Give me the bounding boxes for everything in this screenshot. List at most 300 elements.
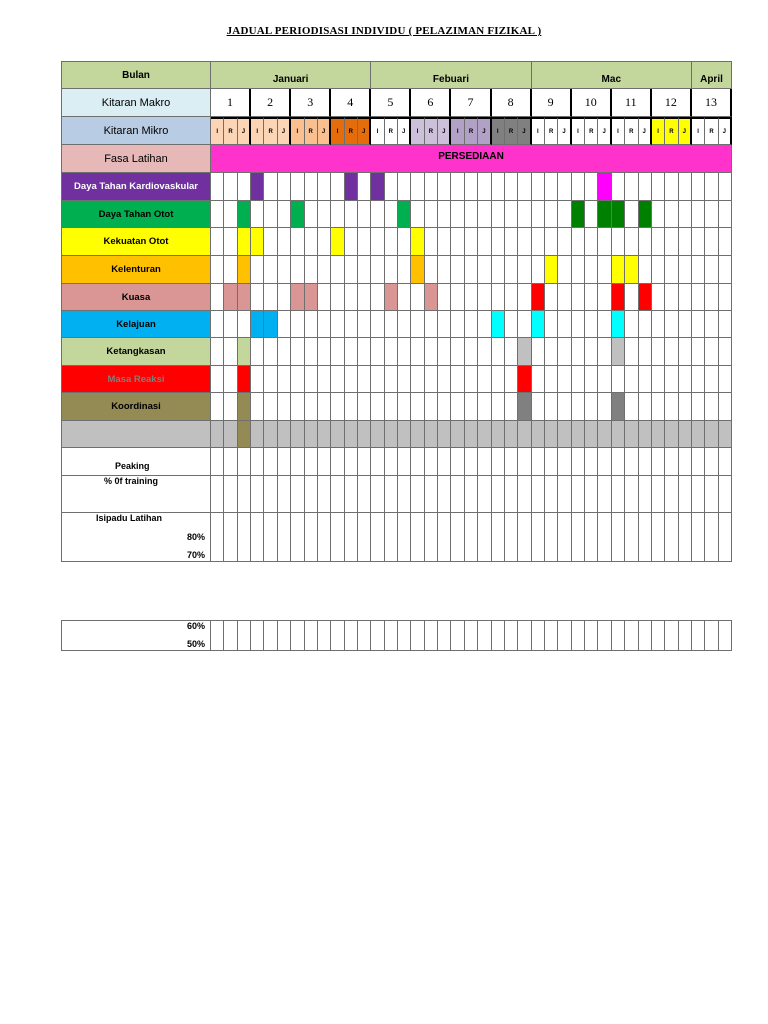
grid-cell xyxy=(612,256,625,284)
grid-cell xyxy=(371,173,384,201)
grid-cell xyxy=(411,366,424,393)
grid-cell xyxy=(719,228,732,256)
macro-cycle-cell xyxy=(411,89,451,117)
grid-cell xyxy=(318,256,331,284)
lower-grid-cell xyxy=(465,476,478,513)
small-table-cell xyxy=(264,620,277,651)
grid-cell xyxy=(665,173,678,201)
micro-cycle-cell xyxy=(492,117,505,145)
grid-cell xyxy=(291,228,304,256)
cell-text: R xyxy=(468,128,474,135)
grid-cell xyxy=(331,284,344,311)
grid-cell xyxy=(211,366,224,393)
small-table-cell xyxy=(411,620,424,651)
grid-cell xyxy=(291,173,304,201)
lower-grid-cell xyxy=(224,448,237,476)
grid-cell xyxy=(438,256,451,284)
grid-cell xyxy=(639,173,652,201)
cell-text: R xyxy=(348,128,353,135)
lower-grid-cell xyxy=(518,513,531,562)
month-header xyxy=(371,61,531,89)
lower-grid-cell xyxy=(652,513,665,562)
lower-grid-cell xyxy=(291,448,304,476)
grid-cell xyxy=(705,311,718,338)
grid-cell xyxy=(238,338,251,366)
grid-cell xyxy=(465,311,478,338)
grid-cell xyxy=(358,366,371,393)
cell-text: I xyxy=(456,128,459,135)
lower-grid-cell xyxy=(532,448,545,476)
grid-cell xyxy=(425,338,438,366)
macro-cycle-cell xyxy=(251,89,291,117)
grid-cell xyxy=(505,201,518,228)
lower-grid-cell xyxy=(478,476,491,513)
grid-cell xyxy=(371,228,384,256)
grid-cell xyxy=(705,256,718,284)
lower-grid-cell xyxy=(318,513,331,562)
grid-cell xyxy=(264,338,277,366)
grid-cell xyxy=(478,393,491,421)
lower-grid-cell xyxy=(305,513,318,562)
grid-cell xyxy=(211,284,224,311)
grid-cell xyxy=(719,393,732,421)
grid-cell xyxy=(652,338,665,366)
grid-cell xyxy=(492,338,505,366)
separator-cell xyxy=(532,421,545,448)
lower-grid-cell xyxy=(251,476,264,513)
small-table-cell xyxy=(398,620,411,651)
grid-cell xyxy=(251,366,264,393)
lower-grid-cell xyxy=(385,476,398,513)
cell-text: J xyxy=(321,128,326,135)
lower-grid-cell xyxy=(238,448,251,476)
grid-cell xyxy=(572,338,585,366)
grid-cell xyxy=(331,228,344,256)
lower-grid-cell xyxy=(251,513,264,562)
grid-cell xyxy=(291,366,304,393)
page-title: JADUAL PERIODISASI INDIVIDU ( PELAZIMAN FIZIKAL ) xyxy=(226,25,542,37)
separator-cell xyxy=(358,421,371,448)
micro-cycle-cell xyxy=(278,117,291,145)
small-table-cell xyxy=(612,620,625,651)
cell-text: I xyxy=(336,128,339,135)
separator-cell xyxy=(639,421,652,448)
grid-cell xyxy=(278,173,291,201)
grid-cell xyxy=(492,228,505,256)
grid-cell xyxy=(291,256,304,284)
grid-cell xyxy=(652,366,665,393)
grid-cell xyxy=(385,393,398,421)
phase-band xyxy=(211,145,732,173)
separator-cell xyxy=(291,421,304,448)
grid-cell xyxy=(665,311,678,338)
cell-text: Mac xyxy=(601,74,621,85)
small-table-cell xyxy=(585,620,598,651)
component-label xyxy=(61,201,211,228)
grid-cell xyxy=(291,201,304,228)
grid-cell xyxy=(264,173,277,201)
grid-cell xyxy=(598,393,611,421)
grid-cell xyxy=(478,228,491,256)
grid-cell xyxy=(572,366,585,393)
grid-cell xyxy=(385,228,398,256)
grid-cell xyxy=(492,311,505,338)
micro-cycle-cell xyxy=(572,117,585,145)
small-table-cell xyxy=(518,620,531,651)
micro-cycle-cell xyxy=(505,117,518,145)
micro-cycle-cell xyxy=(558,117,571,145)
grid-cell xyxy=(318,228,331,256)
small-table-cell xyxy=(665,620,678,651)
separator-cell xyxy=(572,421,585,448)
grid-cell xyxy=(558,201,571,228)
cell-text: Daya Tahan Otot xyxy=(98,208,174,220)
grid-cell xyxy=(505,311,518,338)
lower-grid-cell xyxy=(371,513,384,562)
grid-cell xyxy=(358,173,371,201)
grid-cell xyxy=(345,201,358,228)
grid-cell xyxy=(465,338,478,366)
separator-cell xyxy=(518,421,531,448)
lower-grid-cell xyxy=(492,513,505,562)
month-header xyxy=(692,61,732,89)
row-label-fasa-latihan xyxy=(61,145,211,173)
micro-cycle-cell xyxy=(518,117,531,145)
separator-label xyxy=(61,421,211,448)
grid-cell xyxy=(385,366,398,393)
grid-cell xyxy=(505,284,518,311)
small-table-cell xyxy=(652,620,665,651)
lower-grid-cell xyxy=(385,448,398,476)
cell-text: Bulan xyxy=(122,69,150,81)
small-table-cell xyxy=(692,620,705,651)
row-label-kitaran-mikro xyxy=(61,117,211,145)
macro-cycle-cell xyxy=(492,89,532,117)
grid-cell xyxy=(625,338,638,366)
cell-text: R xyxy=(589,128,594,135)
micro-cycle-cell xyxy=(585,117,598,145)
macro-cycle-cell xyxy=(532,89,572,117)
grid-cell xyxy=(639,284,652,311)
grid-cell xyxy=(238,366,251,393)
grid-cell xyxy=(612,366,625,393)
lower-grid-cell xyxy=(331,513,344,562)
grid-cell xyxy=(719,256,732,284)
separator-cell xyxy=(278,421,291,448)
grid-cell xyxy=(572,173,585,201)
grid-cell xyxy=(532,338,545,366)
cell-text: I xyxy=(416,128,419,135)
grid-cell xyxy=(505,173,518,201)
lower-grid-cell xyxy=(425,476,438,513)
lower-grid-cell xyxy=(411,448,424,476)
lower-grid-cell xyxy=(598,476,611,513)
component-label xyxy=(61,338,211,366)
grid-cell xyxy=(545,173,558,201)
grid-cell xyxy=(398,338,411,366)
cell-text: R xyxy=(228,128,233,135)
cell-text: 9 xyxy=(547,95,554,109)
grid-cell xyxy=(652,201,665,228)
separator-cell xyxy=(719,421,732,448)
grid-cell xyxy=(652,284,665,311)
grid-cell xyxy=(251,338,264,366)
grid-cell xyxy=(598,366,611,393)
grid-cell xyxy=(679,366,692,393)
grid-cell xyxy=(558,256,571,284)
lower-grid-cell xyxy=(558,476,571,513)
grid-cell xyxy=(305,173,318,201)
grid-cell xyxy=(238,201,251,228)
lower-grid-cell xyxy=(558,448,571,476)
pct-60-label: 60% xyxy=(186,621,205,631)
grid-cell xyxy=(625,284,638,311)
grid-cell xyxy=(238,284,251,311)
grid-cell xyxy=(438,366,451,393)
grid-cell xyxy=(291,393,304,421)
grid-cell xyxy=(224,256,237,284)
grid-cell xyxy=(639,366,652,393)
lower-grid-cell xyxy=(211,476,224,513)
cell-text: April xyxy=(700,74,723,85)
grid-cell xyxy=(425,173,438,201)
separator-cell xyxy=(318,421,331,448)
grid-cell xyxy=(518,366,531,393)
lower-grid-cell xyxy=(425,513,438,562)
grid-cell xyxy=(719,284,732,311)
grid-cell xyxy=(612,173,625,201)
separator-cell xyxy=(305,421,318,448)
grid-cell xyxy=(278,393,291,421)
cell-text: I xyxy=(256,128,259,135)
small-table-cell xyxy=(385,620,398,651)
grid-cell xyxy=(625,393,638,421)
grid-cell xyxy=(331,173,344,201)
grid-cell xyxy=(331,256,344,284)
grid-cell xyxy=(478,284,491,311)
grid-cell xyxy=(692,311,705,338)
separator-cell xyxy=(371,421,384,448)
cell-text: PERSEDIAAN xyxy=(438,151,504,162)
micro-cycle-cell xyxy=(625,117,638,145)
grid-cell xyxy=(305,311,318,338)
cell-text: Fasa Latihan xyxy=(104,152,168,165)
lower-grid-cell xyxy=(478,513,491,562)
grid-cell xyxy=(238,393,251,421)
separator-cell xyxy=(438,421,451,448)
grid-cell xyxy=(572,256,585,284)
micro-cycle-cell xyxy=(612,117,625,145)
grid-cell xyxy=(305,366,318,393)
grid-cell xyxy=(465,256,478,284)
grid-cell xyxy=(665,284,678,311)
grid-cell xyxy=(625,256,638,284)
cell-text: J xyxy=(522,128,526,135)
macro-cycle-cell xyxy=(572,89,612,117)
row-label-kitaran-makro xyxy=(61,89,211,117)
grid-cell xyxy=(211,173,224,201)
grid-cell xyxy=(318,201,331,228)
cell-text: I xyxy=(296,128,299,135)
grid-cell xyxy=(371,366,384,393)
micro-cycle-cell xyxy=(345,117,358,145)
separator-cell xyxy=(612,421,625,448)
grid-cell xyxy=(358,311,371,338)
macro-cycle-cell xyxy=(652,89,692,117)
macro-cycle-cell xyxy=(692,89,732,117)
grid-cell xyxy=(331,393,344,421)
grid-cell xyxy=(692,228,705,256)
micro-cycle-cell xyxy=(291,117,304,145)
lower-grid-cell xyxy=(224,476,237,513)
grid-cell xyxy=(264,393,277,421)
lower-grid-cell xyxy=(451,448,464,476)
grid-cell xyxy=(371,311,384,338)
micro-cycle-cell xyxy=(411,117,424,145)
component-label xyxy=(61,284,211,311)
grid-cell xyxy=(492,393,505,421)
grid-cell xyxy=(278,311,291,338)
small-table-cell xyxy=(371,620,384,651)
cell-text: I xyxy=(657,128,659,135)
separator-cell xyxy=(411,421,424,448)
separator-cell xyxy=(251,421,264,448)
component-label xyxy=(61,256,211,284)
grid-cell xyxy=(451,228,464,256)
micro-cycle-cell xyxy=(679,117,692,145)
grid-cell xyxy=(465,393,478,421)
grid-cell xyxy=(371,201,384,228)
small-table-cell xyxy=(318,620,331,651)
grid-cell xyxy=(358,256,371,284)
grid-cell xyxy=(492,284,505,311)
small-table-cell xyxy=(558,620,571,651)
grid-cell xyxy=(598,311,611,338)
grid-cell xyxy=(705,201,718,228)
macro-cycle-cell xyxy=(291,89,331,117)
lower-grid-cell xyxy=(358,513,371,562)
small-table-cell xyxy=(451,620,464,651)
grid-cell xyxy=(639,338,652,366)
grid-cell xyxy=(558,228,571,256)
separator-cell xyxy=(652,421,665,448)
small-table-cell xyxy=(358,620,371,651)
grid-cell xyxy=(438,311,451,338)
grid-cell xyxy=(612,201,625,228)
lower-grid-cell xyxy=(438,476,451,513)
component-label xyxy=(61,228,211,256)
grid-cell xyxy=(652,393,665,421)
small-table-cell xyxy=(278,620,291,651)
grid-cell xyxy=(478,338,491,366)
grid-cell xyxy=(278,284,291,311)
cell-text: Koordinasi xyxy=(111,401,161,412)
lower-grid-cell xyxy=(238,513,251,562)
lower-grid-cell xyxy=(572,513,585,562)
cell-text: J xyxy=(361,128,366,135)
grid-cell xyxy=(345,284,358,311)
cell-text: I xyxy=(577,128,579,135)
lower-grid-cell xyxy=(398,476,411,513)
grid-cell xyxy=(558,338,571,366)
grid-cell xyxy=(331,201,344,228)
grid-cell xyxy=(398,256,411,284)
grid-cell xyxy=(305,393,318,421)
grid-cell xyxy=(518,256,531,284)
separator-cell xyxy=(478,421,491,448)
grid-cell xyxy=(665,393,678,421)
cell-text: R xyxy=(388,128,394,135)
grid-cell xyxy=(518,284,531,311)
small-table-cell xyxy=(224,620,237,651)
lower-grid-cell xyxy=(625,476,638,513)
lower-grid-cell xyxy=(705,476,718,513)
grid-cell xyxy=(558,311,571,338)
grid-cell xyxy=(545,311,558,338)
separator-cell xyxy=(331,421,344,448)
training-label: % 0f training xyxy=(104,476,159,486)
grid-cell xyxy=(665,256,678,284)
small-table-cell xyxy=(465,620,478,651)
lower-grid-cell xyxy=(585,476,598,513)
small-table-cell xyxy=(719,620,732,651)
grid-cell xyxy=(478,201,491,228)
cell-text: R xyxy=(268,128,273,135)
grid-cell xyxy=(652,173,665,201)
grid-cell xyxy=(385,173,398,201)
separator-cell xyxy=(585,421,598,448)
grid-cell xyxy=(358,393,371,421)
grid-cell xyxy=(598,228,611,256)
grid-cell xyxy=(679,228,692,256)
grid-cell xyxy=(518,201,531,228)
grid-cell xyxy=(545,366,558,393)
grid-cell xyxy=(398,228,411,256)
cell-text: I xyxy=(496,128,499,135)
micro-cycle-cell xyxy=(705,117,718,145)
grid-cell xyxy=(545,393,558,421)
grid-cell xyxy=(505,366,518,393)
grid-cell xyxy=(679,173,692,201)
grid-cell xyxy=(264,366,277,393)
small-table-cell xyxy=(331,620,344,651)
lower-grid-cell xyxy=(545,476,558,513)
grid-cell xyxy=(505,228,518,256)
grid-cell xyxy=(305,256,318,284)
grid-cell xyxy=(331,338,344,366)
small-table-cell xyxy=(505,620,518,651)
lower-grid-cell xyxy=(705,513,718,562)
grid-cell xyxy=(251,284,264,311)
lower-grid-cell xyxy=(211,448,224,476)
grid-cell xyxy=(478,366,491,393)
cell-text: R xyxy=(428,128,434,135)
grid-cell xyxy=(705,338,718,366)
micro-cycle-cell xyxy=(331,117,344,145)
grid-cell xyxy=(558,393,571,421)
lower-grid-cell xyxy=(545,448,558,476)
isipadu-label: Isipadu Latihan xyxy=(96,513,163,523)
lower-grid-cell xyxy=(264,448,277,476)
grid-cell xyxy=(451,338,464,366)
grid-cell xyxy=(625,228,638,256)
component-label xyxy=(61,311,211,338)
grid-cell xyxy=(598,173,611,201)
grid-cell xyxy=(572,228,585,256)
grid-cell xyxy=(411,201,424,228)
grid-cell xyxy=(371,256,384,284)
grid-cell xyxy=(224,338,237,366)
